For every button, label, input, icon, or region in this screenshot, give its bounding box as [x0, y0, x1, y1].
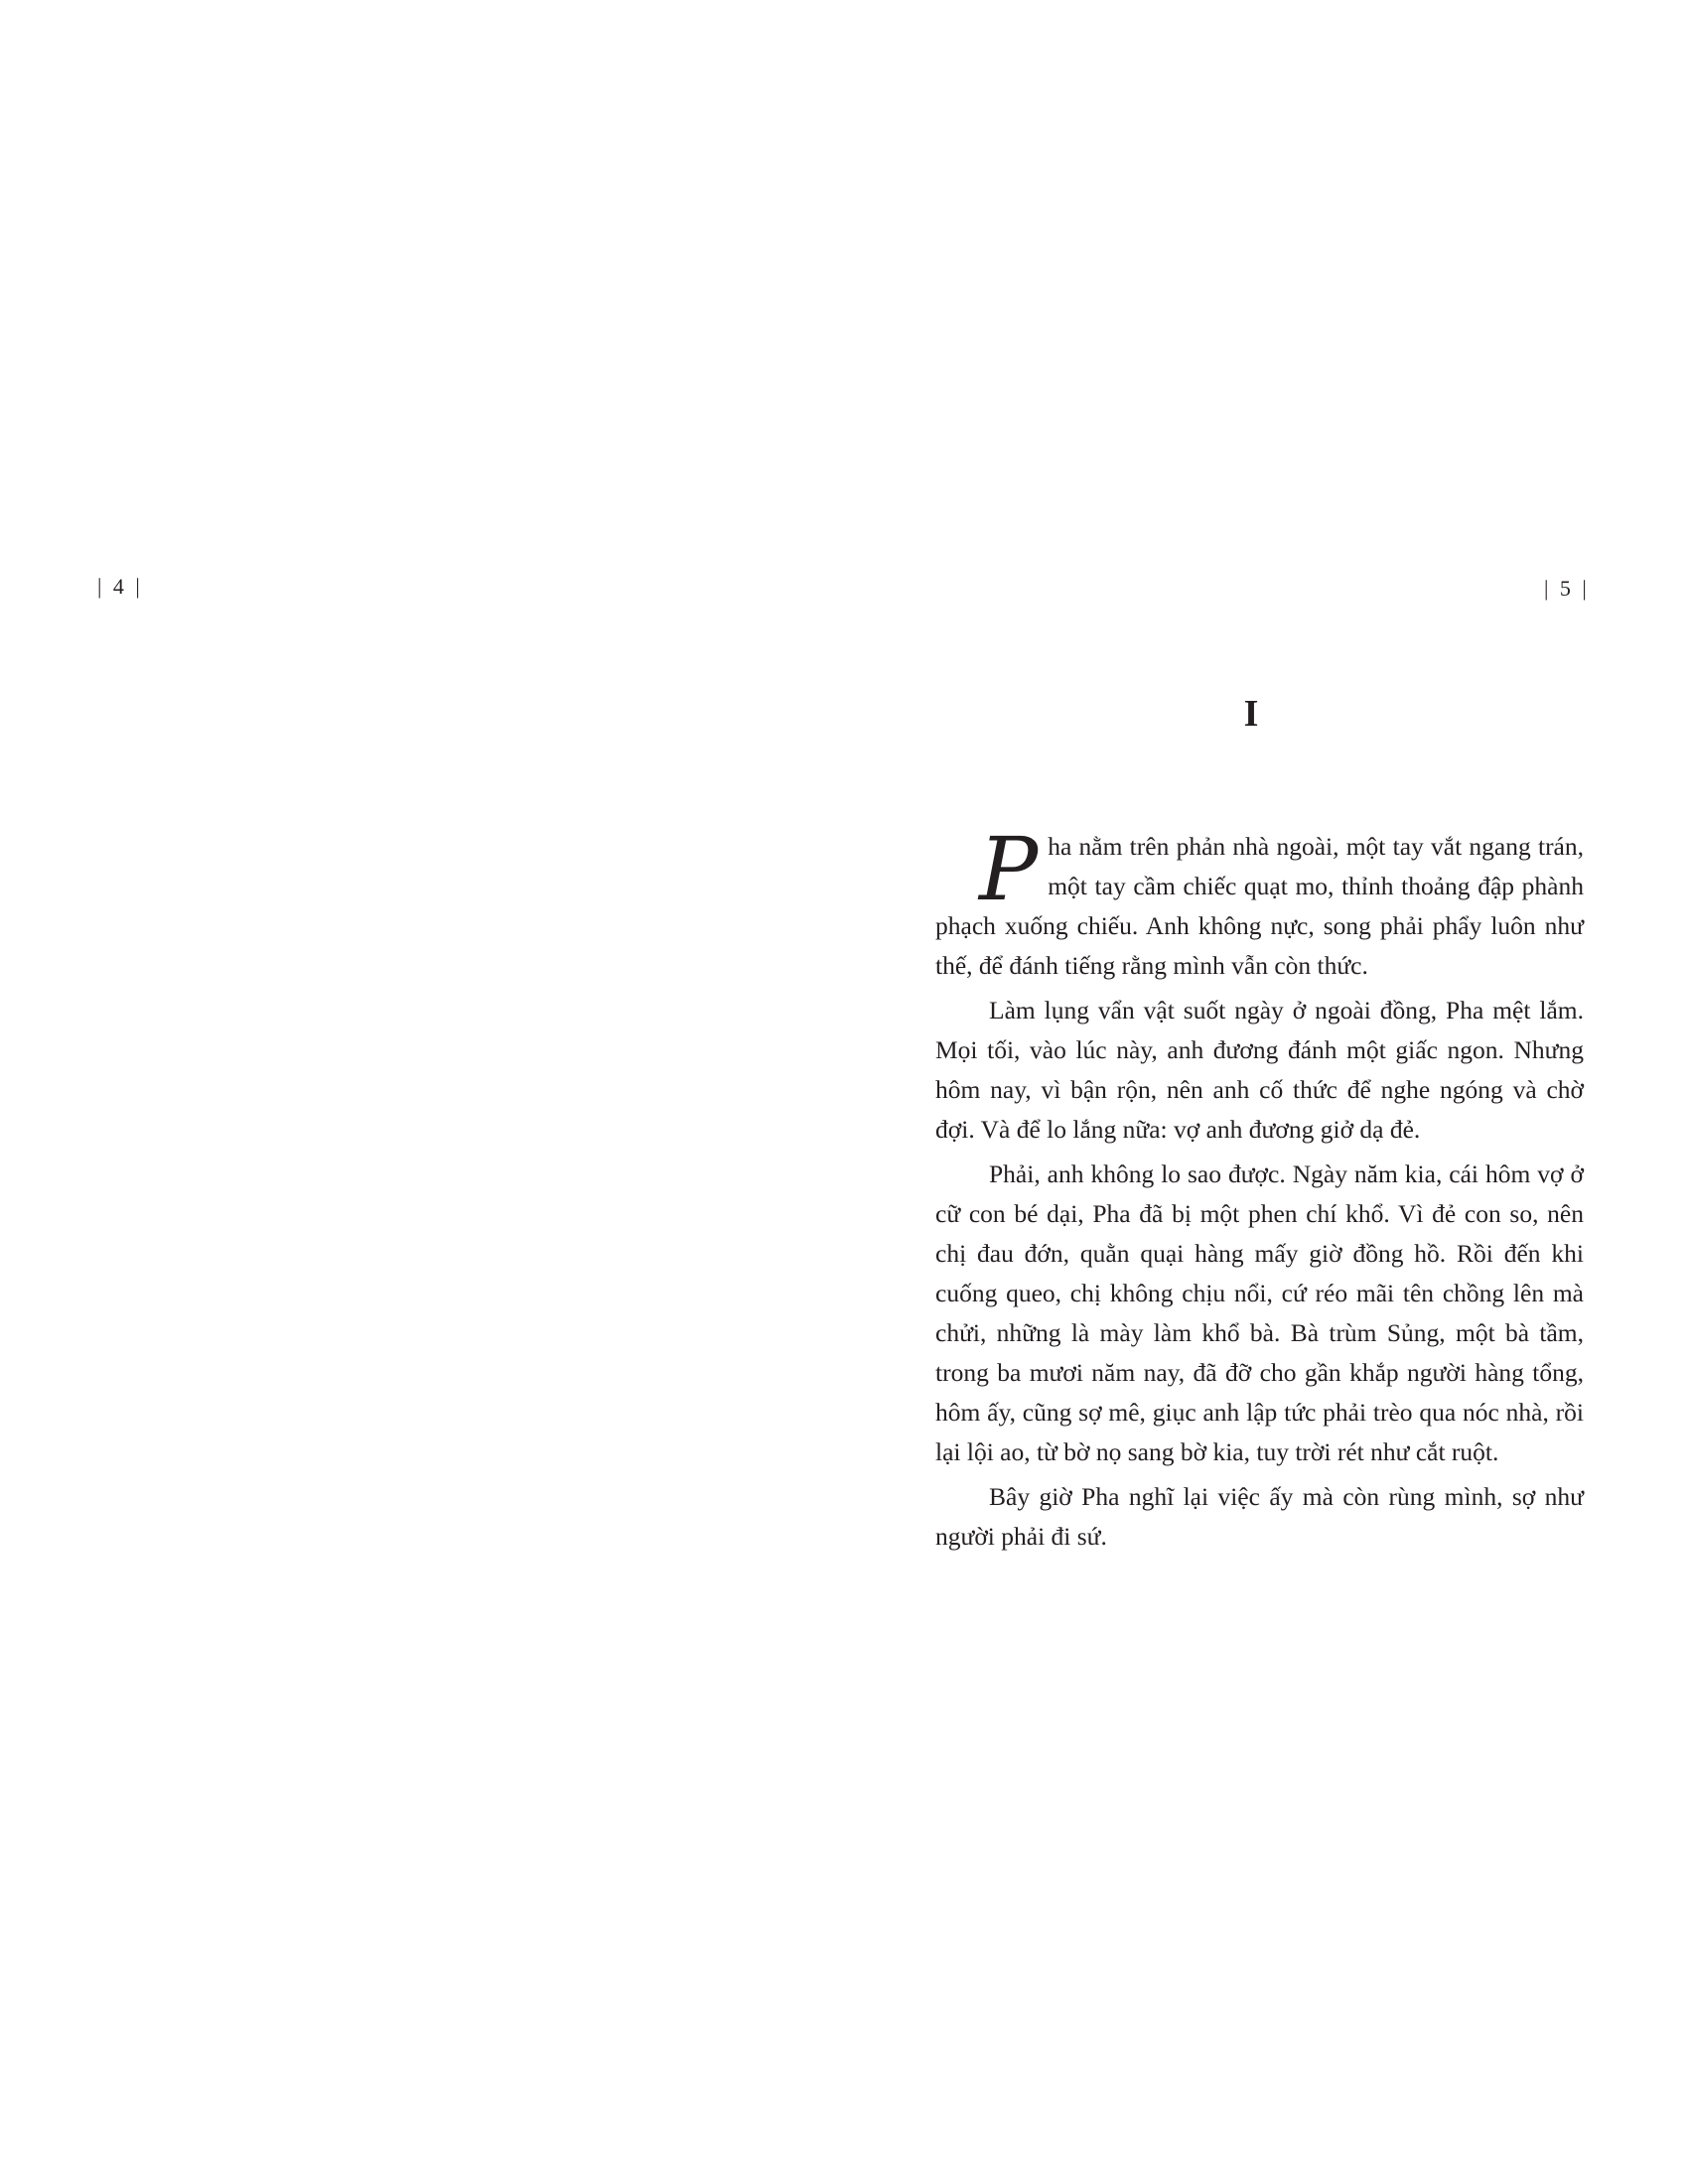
chapter-body [935, 818, 1584, 1562]
drop-cap: P [979, 818, 1039, 920]
chapter-heading: I [1243, 693, 1259, 735]
paragraph-1 [935, 818, 1584, 986]
page-number-right: | 5 | [1544, 576, 1590, 601]
paragraph-2: Làm lụng vẩn vật suốt ngày ở ngoài đồng, Pha mệt lắm. Mọi tối, vào lúc này, anh đương đánh một giấc ngon. Nhưng hôm nay, vì bận rộn, nên anh cố thức để nghe ngóng và chờ đợi. Và để lo lắng nữa: vợ anh đương giở dạ đẻ. [935, 996, 1584, 1144]
paragraph-4: Bây giờ Pha nghĩ lại việc ấy mà còn rùng mình, sợ như người phải đi sứ. [935, 1482, 1584, 1551]
page-number-left: | 4 | [97, 574, 143, 599]
paragraph-1-text: ha nằm trên phản nhà ngoài, một tay vắt ngang trán, một tay cầm chiếc quạt mo, thỉnh thoảng đập phành phạch xuống chiếu. Anh không nực, song phải phẩy luôn như thế, để đánh tiếng rằng mình vẫn còn thức. [935, 832, 1584, 980]
paragraph-3: Phải, anh không lo sao được. Ngày năm kia, cái hôm vợ ở cữ con bé dại, Pha đã bị một phen chí khổ. Vì đẻ con so, nên chị đau đớn, quằn quại hàng mấy giờ đồng hồ. Rồi đến khi cuống queo, chị không chịu nổi, cứ réo mãi tên chồng lên mà chửi, những là mày làm khổ bà. Bà trùm Sủng, một bà tầm, trong ba mươi năm nay, đã đỡ cho gần khắp người hàng tổng, hôm ấy, cũng sợ mê, giục anh lập tức phải trèo qua nóc nhà, rồi lại lội ao, từ bờ nọ sang bờ kia, tuy trời rét như cắt ruột. [935, 1160, 1584, 1466]
